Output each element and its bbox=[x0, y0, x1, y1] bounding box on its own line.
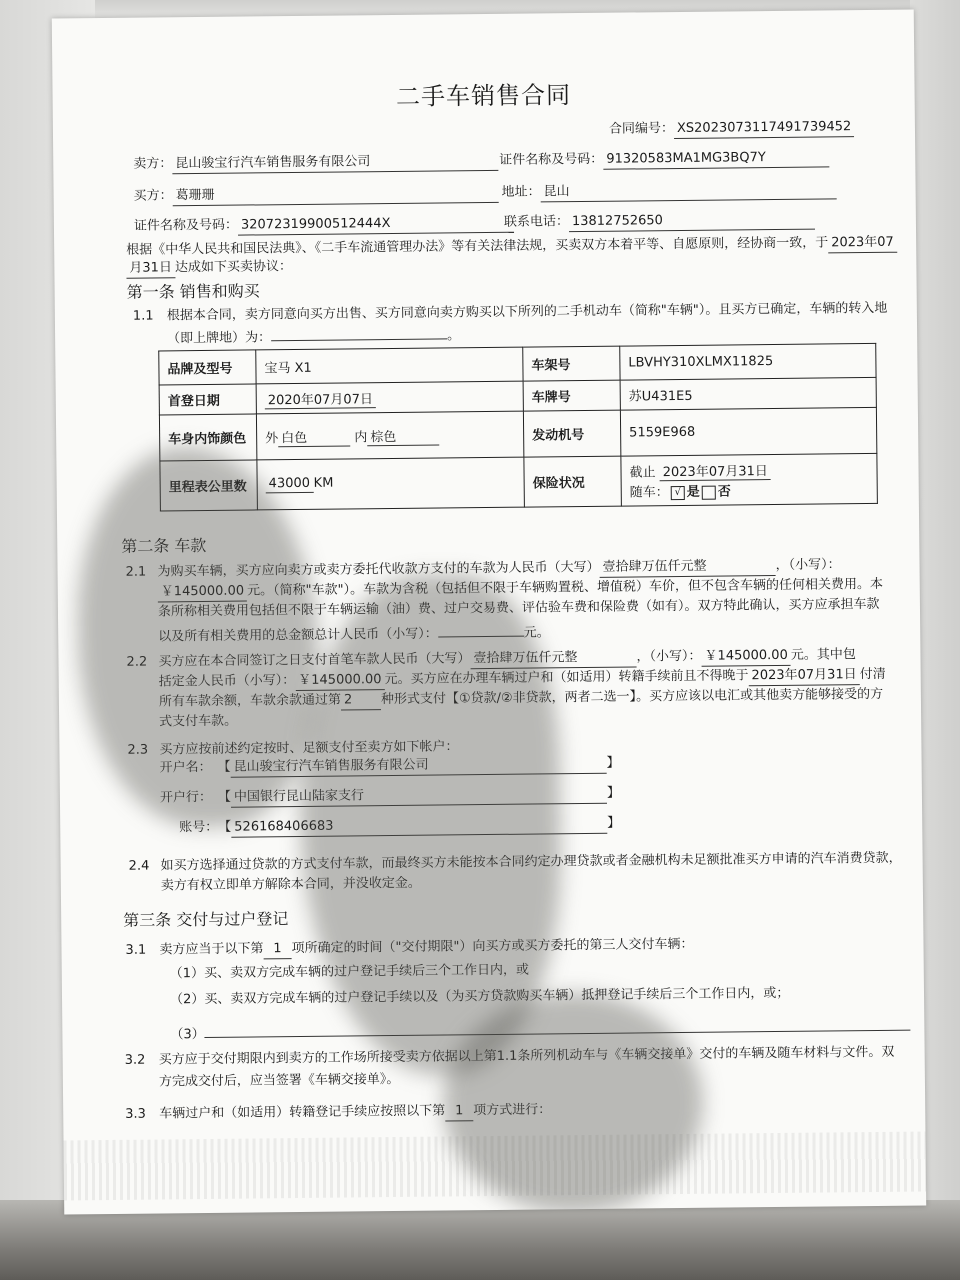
section-3-1-line-1: 卖方应当于以下第 1 项所确定的时间（"交付期限"）向买方或买方委托的第三人交付车辆： bbox=[159, 936, 694, 958]
section-3-1-option-2: （2）买、卖双方完成车辆的过户登记手续以及（为买方贷款购买车辆）抵押登记手续后三个工作日内，或； bbox=[169, 985, 790, 1008]
article-1-title: 第一条 销售和购买 bbox=[126, 281, 260, 302]
account-number: 526168406683 bbox=[231, 815, 607, 838]
section-3-1-option-1: （1）买、卖双方完成车辆的过户登记手续后三个工作日内，或 bbox=[169, 962, 530, 982]
phone-row: 联系电话： 13812752650 bbox=[504, 211, 815, 233]
vin: LBVHY310XLMX11825 bbox=[620, 343, 876, 380]
section-3-1-num: 3.1 bbox=[125, 942, 147, 958]
section-2-4-line-2: 卖方有权立即单方解除本合同，并没收定金。 bbox=[160, 875, 421, 894]
table-row: 首登日期 2020年07月07日 车牌号 苏U431E5 bbox=[159, 377, 876, 415]
article-2-title: 第二条 车款 bbox=[121, 535, 207, 556]
section-3-2-line-1: 买方应于交付期限内到卖方的工作场所接受卖方依据以上第1.1条所列机动车与《车辆交接单》交付的车辆及随车材料与文件。双 bbox=[158, 1044, 895, 1068]
section-3-2-line-2: 方完成交付后，应当签署《车辆交接单》。 bbox=[158, 1071, 400, 1090]
insurance-until: 2023年07月31日 bbox=[660, 460, 771, 481]
total-amount bbox=[438, 620, 524, 638]
mileage: 43000 bbox=[266, 476, 314, 494]
section-3-1-option-3: （3） bbox=[170, 1014, 910, 1045]
engine-number: 5159E968 bbox=[620, 407, 876, 456]
intro-line-2: 月31日 达成如下买卖协议： bbox=[126, 258, 292, 279]
bank-name: 中国银行昆山陆家支行 bbox=[231, 785, 607, 808]
section-2-1-line-2: ￥145000.00 元。（简称"车款"）。车款为含税（包括但不限于车辆购置税、增值税）车价，但不包含车辆的任何相关费用。本 bbox=[158, 576, 883, 603]
article-3-title: 第三条 交付与过户登记 bbox=[123, 909, 289, 930]
price-lower: ￥145000.00 bbox=[158, 583, 248, 603]
interior-color: 棕色 bbox=[367, 425, 439, 446]
bank-row: 开户行： 【 中国银行昆山陆家支行 】 bbox=[160, 785, 620, 809]
section-2-2-num: 2.2 bbox=[126, 654, 148, 670]
section-2-4-line-1: 如买方选择通过贷款的方式支付车款，而最终买方未能按本合同约定办理贷款或者金融机构未足额批准买方申请的汽车消费贷款， bbox=[160, 850, 902, 874]
buyer-address: 昆山 bbox=[541, 180, 837, 202]
print-smudge bbox=[64, 1131, 927, 1200]
section-2-2-line-4: 式支付车款。 bbox=[159, 713, 238, 730]
account-name-row: 开户名： 【 昆山骏宝行汽车销售服务有限公司 】 bbox=[160, 755, 620, 779]
section-2-4-num: 2.4 bbox=[128, 858, 150, 874]
contract-title: 二手车销售合同 bbox=[395, 81, 572, 111]
seller-name: 昆山骏宝行汽车销售服务有限公司 bbox=[172, 152, 498, 174]
registration-place bbox=[271, 322, 447, 341]
section-2-1-line-4: 以及所有相关费用的总金额总计人民币（小写）： 元。 bbox=[158, 619, 550, 646]
section-2-3-num: 2.3 bbox=[127, 742, 149, 758]
checkbox-no[interactable] bbox=[702, 485, 716, 499]
section-2-1-line-1: 为购买车辆，买方应向卖方或卖方委托代收款方支付的车款为人民币（大写） 壹拾肆万伍仟元整 ，（小写）： bbox=[157, 557, 841, 580]
table-row: 里程表公里数 43000 KM 保险状况 截止 2023年07月31日 随车： √ 是 否 bbox=[160, 453, 877, 511]
exterior-color: 白色 bbox=[278, 426, 350, 447]
contract-paper bbox=[52, 10, 926, 1215]
section-3-3-line-1: 车辆过户和（如适用）转籍登记手续应按照以下第 1 项方式进行： bbox=[159, 1102, 552, 1122]
account-no-row: 账号：【 526168406683 】 bbox=[160, 815, 620, 839]
first-registration-date: 2020年07月07日 bbox=[265, 388, 376, 409]
vehicle-info-table bbox=[158, 343, 878, 512]
plate-number: 苏U431E5 bbox=[620, 377, 876, 410]
contract-number-row: 合同编号： XS2023073117491739452 bbox=[609, 118, 855, 140]
intro-line-1: 根据《中华人民共和国民法典》、《二手车流通管理办法》等有关法律法规，买卖双方本着平等、自愿原则，经协商一致，于 2023年07 bbox=[126, 234, 897, 261]
table-row: 车身内饰颜色 外 白色 内 棕色 发动机号 5159E968 bbox=[159, 407, 876, 461]
contract-number: XS2023073117491739452 bbox=[674, 118, 855, 139]
section-3-3-num: 3.3 bbox=[125, 1106, 147, 1122]
table-row: 品牌及型号 宝马 X1 车架号 LBVHY310XLMX11825 bbox=[159, 343, 876, 385]
buyer-cert-row: 证件名称及号码： 32072319900512444X bbox=[134, 214, 514, 237]
price-upper: 壹拾肆万伍仟元整 bbox=[599, 557, 775, 578]
section-2-3-line-1: 买方应按前述约定按时、足额支付至卖方如下帐户： bbox=[159, 739, 459, 758]
section-2-1-num: 2.1 bbox=[125, 564, 147, 580]
buyer-row: 买方： 葛珊珊 bbox=[134, 184, 499, 207]
buyer-cert: 32072319900512444X bbox=[238, 214, 514, 236]
seller-cert: 91320583MA1MG3BQ7Y bbox=[603, 148, 829, 169]
buyer-name: 葛珊珊 bbox=[173, 184, 499, 206]
section-2-1-line-3: 条所称相关费用包括但不限于车辆运输（油）费、过户交易费、评估验车费和保险费（如有）。双方特此确认，买方应承担车款 bbox=[157, 596, 880, 620]
seller-cert-row: 证件名称及号码： 91320583MA1MG3BQ7Y bbox=[499, 148, 829, 170]
section-1-1-line-1: 根据本合同，卖方同意向买方出售、买方同意向卖方购买以下所列的二手机动车（简称"车辆"）。且买方已确定，车辆的转入地 bbox=[166, 300, 888, 324]
account-name: 昆山骏宝行汽车销售服务有限公司 bbox=[231, 755, 607, 778]
section-2-2-line-3: 所有车款余额，车款余款通过第 2 种形式支付【①贷款/②非贷款，两者二选一】。买方应该以电汇或其他卖方能够接受的方 bbox=[158, 686, 884, 710]
checkbox-yes[interactable]: √ bbox=[671, 485, 685, 499]
address-row: 地址： 昆山 bbox=[502, 180, 837, 203]
buyer-phone: 13812752650 bbox=[569, 211, 815, 233]
seller-row: 卖方： 昆山骏宝行汽车销售服务有限公司 bbox=[133, 152, 498, 175]
section-2-2-line-1: 买方应在本合同签订之日支付首笔车款人民币（大写） 壹拾肆万伍仟元整 ，（小写）： ￥145000.00 元。其中包 bbox=[158, 647, 856, 670]
section-1-1-line-2: （即上牌地）为： 。 bbox=[167, 322, 460, 348]
section-3-2-num: 3.2 bbox=[124, 1052, 146, 1068]
section-2-2-line-2: 括定金人民币（小写）： ￥145000.00 元。买方应在办理车辆过户和（如适用）转籍手续前且不得晚于 2023年07月31日 付清 bbox=[158, 666, 886, 690]
section-1-1-num: 1.1 bbox=[132, 308, 154, 324]
brand-model: 宝马 X1 bbox=[256, 347, 523, 384]
